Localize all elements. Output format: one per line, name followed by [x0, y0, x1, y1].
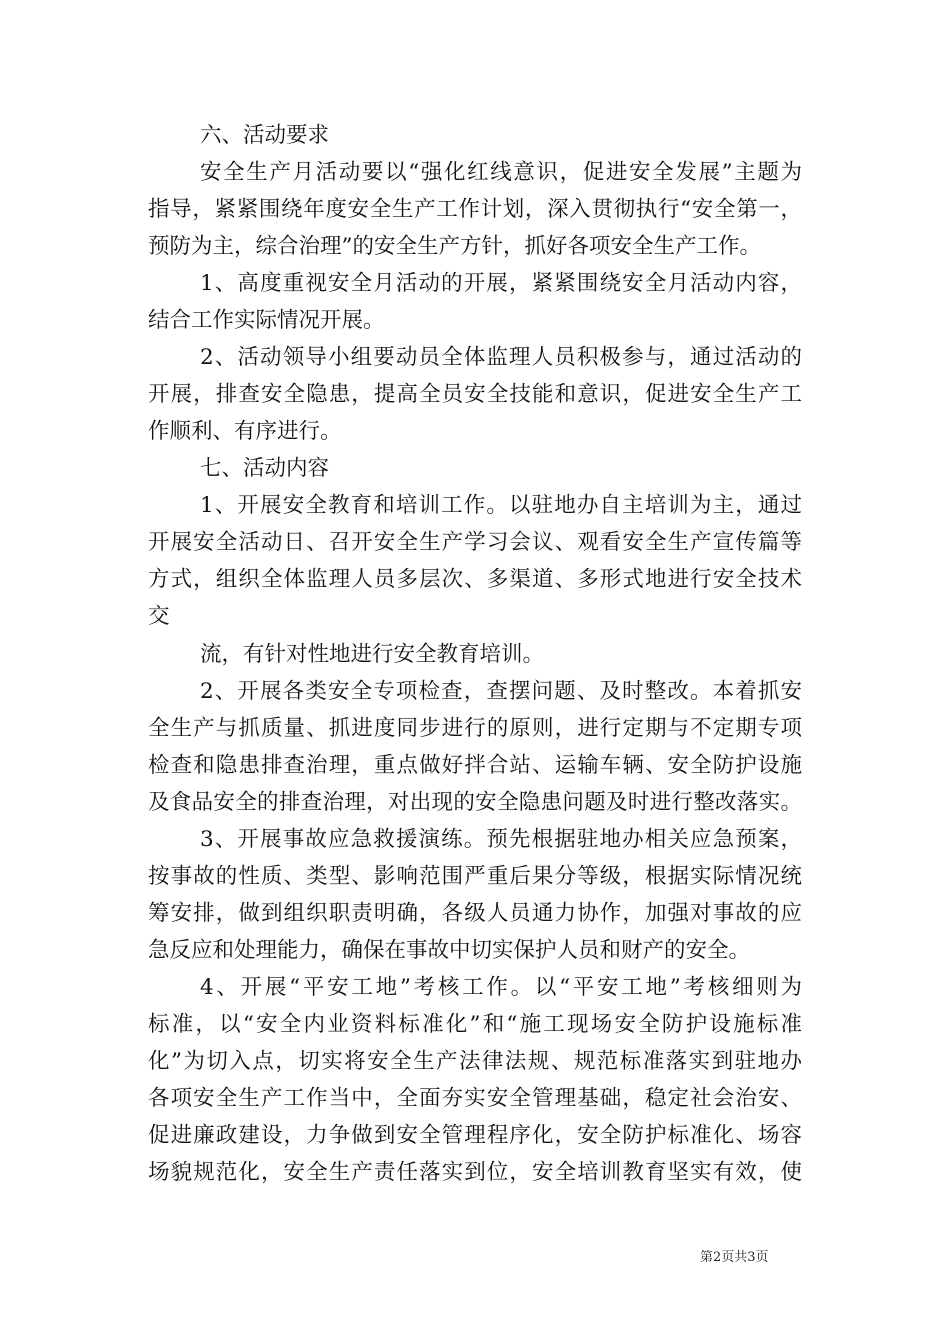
paragraph-line: 化”为切入点，切实将安全生产法律法规、规范标准落实到驻地办	[148, 1049, 802, 1074]
paragraph-line: 开展，排查安全隐患，提高全员安全技能和意识，促进安全生产工	[148, 382, 802, 407]
paragraph-line: 筹安排，做到组织职责明确，各级人员通力协作，加强对事故的应	[148, 901, 802, 926]
paragraph-line: 1、高度重视安全月活动的开展，紧紧围绕安全月活动内容，	[200, 271, 802, 296]
paragraph-line: 指导，紧紧围绕年度安全生产工作计划，深入贯彻执行“安全第一，	[148, 197, 802, 222]
paragraph-line: 全生产与抓质量、抓进度同步进行的原则，进行定期与不定期专项	[148, 716, 802, 741]
paragraph-line: 及食品安全的排查治理，对出现的安全隐患问题及时进行整改落实。	[148, 790, 802, 815]
paragraph-line: 场貌规范化，安全生产责任落实到位，安全培训教育坚实有效，使	[148, 1160, 802, 1185]
paragraph-line: 结合工作实际情况开展。	[148, 308, 385, 333]
paragraph-line: 方式，组织全体监理人员多层次、多渠道、多形式地进行安全技术	[148, 567, 802, 592]
paragraph-line: 预防为主，综合治理”的安全生产方针，抓好各项安全生产工作。	[148, 234, 761, 259]
paragraph-line: 按事故的性质、类型、影响范围严重后果分等级，根据实际情况统	[148, 864, 802, 889]
paragraph-line: 促进廉政建设，力争做到安全管理程序化，安全防护标准化、场容	[148, 1123, 802, 1148]
paragraph-line: 作顺利、有序进行。	[148, 419, 342, 444]
paragraph-line: 2、活动领导小组要动员全体监理人员积极参与，通过活动的	[200, 345, 802, 370]
section-heading: 七、活动内容	[200, 456, 330, 481]
section-heading: 六、活动要求	[200, 123, 330, 148]
paragraph-line: 安全生产月活动要以“强化红线意识，促进安全发展”主题为	[200, 160, 802, 185]
page-number: 第2页共3页	[700, 1250, 769, 1265]
paragraph-line: 流，有针对性地进行安全教育培训。	[200, 642, 545, 667]
paragraph-line: 1、开展安全教育和培训工作。以驻地办自主培训为主，通过	[200, 493, 802, 518]
paragraph-line: 2、开展各类安全专项检查，查摆问题、及时整改。本着抓安	[200, 679, 802, 704]
paragraph-line: 4、开展“平安工地”考核工作。以“平安工地”考核细则为	[200, 975, 802, 1000]
paragraph-line: 标准，以“安全内业资料标准化”和“施工现场安全防护设施标准	[148, 1012, 802, 1037]
paragraph-line: 3、开展事故应急救援演练。预先根据驻地办相关应急预案，	[200, 827, 802, 852]
paragraph-line: 各项安全生产工作当中，全面夯实安全管理基础，稳定社会治安、	[148, 1086, 802, 1111]
paragraph-line: 急反应和处理能力，确保在事故中切实保护人员和财产的安全。	[148, 938, 751, 963]
paragraph-line: 开展安全活动日、召开安全生产学习会议、观看安全生产宣传篇等	[148, 530, 802, 555]
paragraph-line: 检查和隐患排查治理，重点做好拌合站、运输车辆、安全防护设施	[148, 753, 802, 778]
paragraph-line: 交	[148, 604, 170, 629]
